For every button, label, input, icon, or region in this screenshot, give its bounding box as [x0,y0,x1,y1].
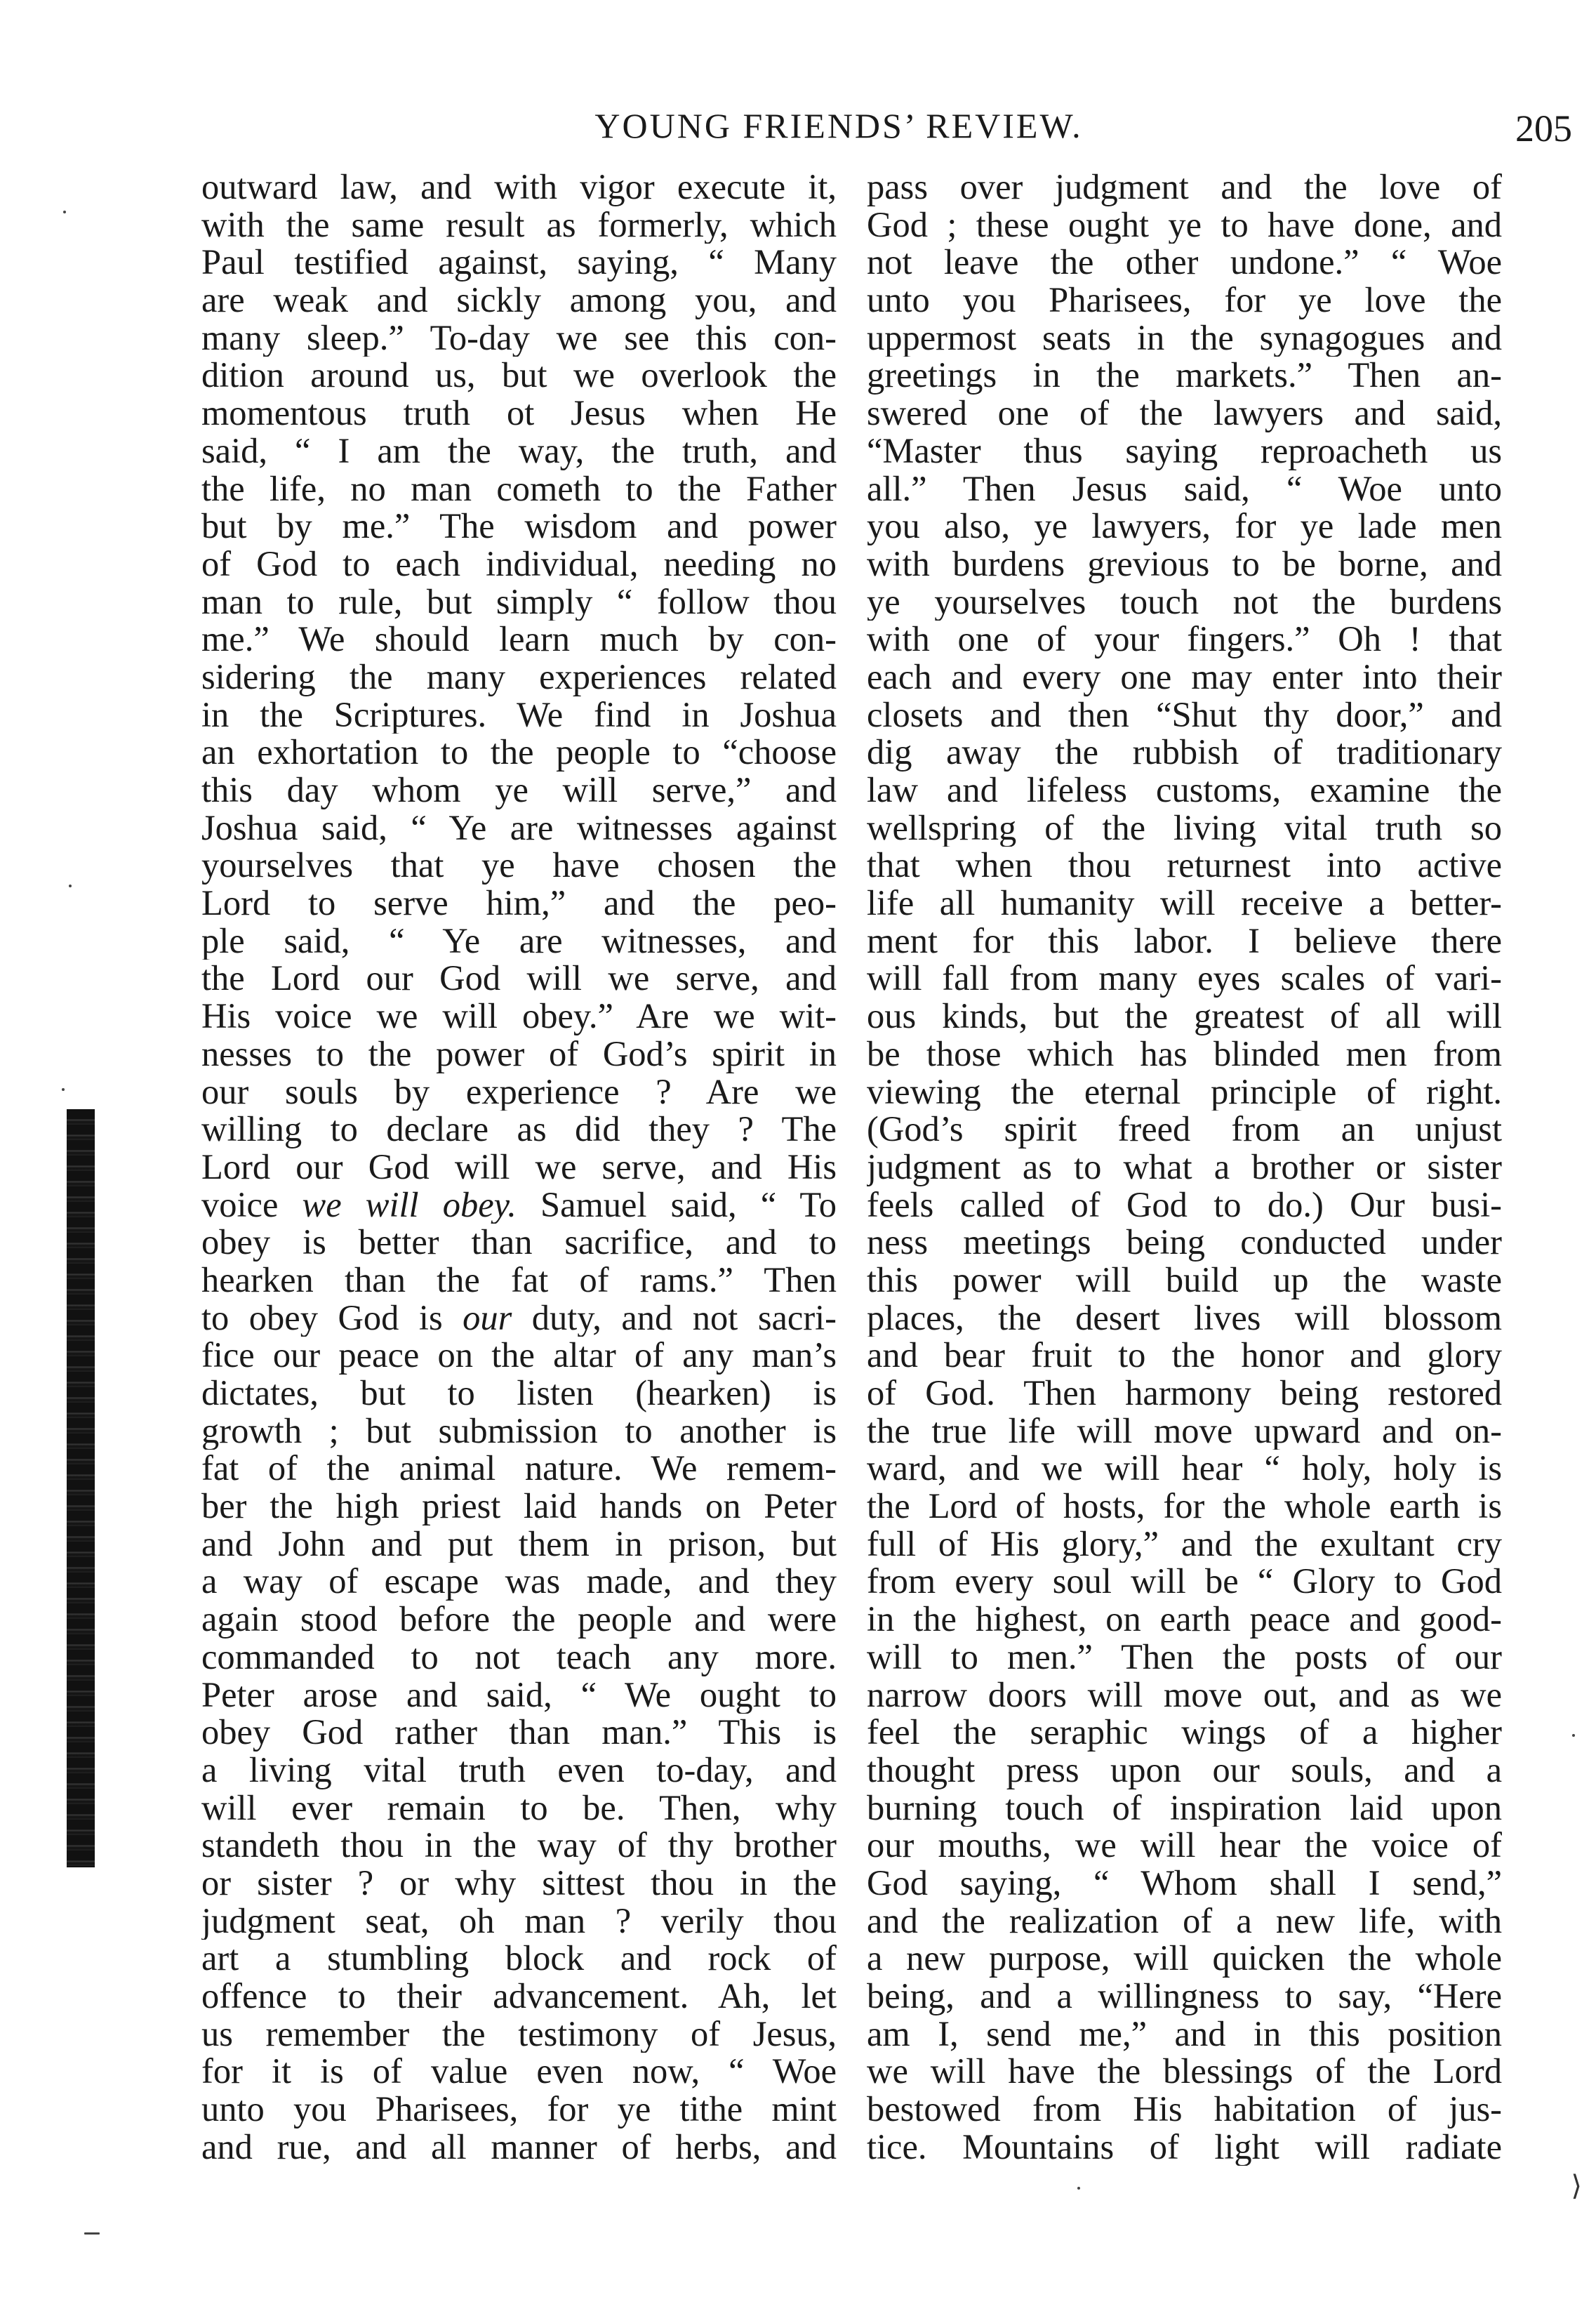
text-line: for it is of value even now, “ Woe [201,2053,837,2091]
text-line: a living vital truth even to-day, and [201,1751,837,1789]
text-line: unto you Pharisees, for ye love the [867,282,1502,319]
text-line: feels called of God to do.) Our busi- [867,1186,1502,1224]
text-line: our souls by experience ? Are we [201,1073,837,1111]
text-line: nesses to the power of God’s spirit in [201,1035,837,1073]
text-line: and the realization of a new life, with [867,1902,1502,1940]
text-line: narrow doors will move out, and as we [867,1676,1502,1714]
text-line: we will have the blessings of the Lord [867,2053,1502,2091]
text-line: ye yourselves touch not the burdens [867,583,1502,621]
text-line: thought press upon our souls, and a [867,1751,1502,1789]
text-line: fice our peace on the altar of any man’s [201,1337,837,1375]
text-line: Paul testified against, saying, “ Many [201,244,837,282]
text-line: law and lifeless customs, examine the [867,772,1502,809]
text-line: being, and a willingness to say, “Here [867,1978,1502,2015]
right-column [867,168,1502,2166]
text-line: bestowed from His habitation of jus- [867,2091,1502,2129]
text-line: a new purpose, will quicken the whole [867,1940,1502,1978]
text-line: Joshua said, “ Ye are witnesses against [201,809,837,847]
text-line: of God to each individual, needing no [201,545,837,583]
text-line: willing to declare as did they ? The [201,1111,837,1148]
text-line: places, the desert lives will blossom [867,1299,1502,1337]
text-line: will fall from many eyes scales of vari- [867,960,1502,998]
text-line: that when thou returnest into active [867,847,1502,885]
text-line: be those which has blinded men from [867,1035,1502,1073]
text-line: closets and then “Shut thy door,” and [867,696,1502,734]
text-line: from every soul will be “ Glory to God [867,1563,1502,1601]
text-line: and bear fruit to the honor and glory [867,1337,1502,1375]
text-line: ment for this labor. I believe there [867,922,1502,960]
text-line: life all humanity will receive a better- [867,885,1502,922]
text-line: voice we will obey. Samuel said, “ To [201,1186,837,1224]
text-line: in the highest, on earth peace and good- [867,1601,1502,1639]
scan-edge-mark: ⟩ [1571,2170,1582,2202]
scan-speck [63,211,66,213]
text-line: the true life will move upward and on- [867,1412,1502,1450]
text-line: “Master thus saying reproacheth us [867,432,1502,470]
text-line: greetings in the markets.” Then an- [867,357,1502,395]
text-line: many sleep.” To-day we see this con- [201,319,837,357]
italic-text: we will obey. [302,1186,517,1224]
text-line: the Lord of hosts, for the whole earth is [867,1488,1502,1525]
scan-speck [69,885,72,887]
text-line: wellspring of the living vital truth so [867,809,1502,847]
text-line: offence to their advancement. Ah, let [201,1978,837,2015]
text-line: but by me.” The wisdom and power [201,508,837,545]
text-line: standeth thou in the way of thy brother [201,1827,837,1865]
text-line: uppermost seats in the synagogues and [867,319,1502,357]
text-line: the life, no man cometh to the Father [201,470,837,508]
text-line: full of His glory,” and the exultant cry [867,1525,1502,1563]
text-line: will to men.” Then the posts of our [867,1638,1502,1676]
running-title: YOUNG FRIENDS’ REVIEW. [594,106,1083,145]
text-line: all.” Then Jesus said, “ Woe unto [867,470,1502,508]
text-line: tice. Mountains of light will radiate [867,2128,1502,2166]
text-line: Lord our God will we serve, and His [201,1148,837,1186]
text-line: to obey God is our duty, and not sacri- [201,1299,837,1337]
text-line: dictates, but to listen (hearken) is [201,1375,837,1412]
left-column [201,168,837,2166]
text-line: swered one of the lawyers and said, [867,395,1502,432]
scan-speck [84,2232,100,2235]
text-line: with burdens grevious to be borne, and [867,545,1502,583]
text-line: or sister ? or why sittest thou in the [201,1864,837,1902]
text-line: ous kinds, but the greatest of all will [867,998,1502,1035]
text-line: yourselves that ye have chosen the [201,847,837,885]
text-line: dition around us, but we overlook the [201,357,837,395]
text-line: burning touch of inspiration laid upon [867,1789,1502,1827]
text-line: art a stumbling block and rock of [201,1940,837,1978]
text-line: in the Scriptures. We find in Joshua [201,696,837,734]
text-line: obey God rather than man.” This is [201,1714,837,1752]
text-line: momentous truth ot Jesus when He [201,395,837,432]
text-line: God ; these ought ye to have done, and [867,206,1502,244]
text-line: Peter arose and said, “ We ought to [201,1676,837,1714]
text-line: judgment seat, oh man ? verily thou [201,1902,837,1940]
text-line: God saying, “ Whom shall I send,” [867,1864,1502,1902]
text-line: am I, send me,” and in this position [867,2015,1502,2053]
text-line: this power will build up the waste [867,1261,1502,1299]
text-line: ple said, “ Ye are witnesses, and [201,922,837,960]
text-line: ber the high priest laid hands on Peter [201,1488,837,1525]
text-line: each and every one may enter into their [867,658,1502,696]
text-line: us remember the testimony of Jesus, [201,2015,837,2053]
text-line: will ever remain to be. Then, why [201,1789,837,1827]
text-line: me.” We should learn much by con- [201,621,837,658]
text-line: feel the seraphic wings of a higher [867,1714,1502,1752]
text-line: the Lord our God will we serve, and [201,960,837,998]
text-line: pass over judgment and the love of [867,168,1502,206]
text-line: an exhortation to the people to “choose [201,734,837,772]
text-line: a way of escape was made, and they [201,1563,837,1601]
text-line: man to rule, but simply “ follow thou [201,583,837,621]
text-line: ness meetings being conducted under [867,1224,1502,1262]
text-line: with one of your fingers.” Oh ! that [867,621,1502,658]
text-line: growth ; but submission to another is [201,1412,837,1450]
text-line: Lord to serve him,” and the peo- [201,885,837,922]
text-line: and John and put them in prison, but [201,1525,837,1563]
scan-speck [62,1088,65,1091]
text-line: commanded to not teach any more. [201,1638,837,1676]
text-line: said, “ I am the way, the truth, and [201,432,837,470]
running-head [197,105,1572,154]
text-line: fat of the animal nature. We remem- [201,1450,837,1488]
text-line: judgment as to what a brother or sister [867,1148,1502,1186]
text-line: viewing the eternal principle of right. [867,1073,1502,1111]
scan-speck [1077,2187,1080,2190]
text-line: ward, and we will hear “ holy, holy is [867,1450,1502,1488]
text-line: of God. Then harmony being restored [867,1375,1502,1412]
text-line: this day whom ye will serve,” and [201,772,837,809]
text-line: outward law, and with vigor execute it, [201,168,837,206]
text-line: (God’s spirit freed from an unjust [867,1111,1502,1148]
text-line: sidering the many experiences related [201,658,837,696]
text-line: unto you Pharisees, for ye tithe mint [201,2091,837,2129]
text-line: again stood before the people and were [201,1601,837,1639]
text-line: our mouths, we will hear the voice of [867,1827,1502,1865]
text-line: you also, ye lawyers, for ye lade men [867,508,1502,545]
text-line: hearken than the fat of rams.” Then [201,1261,837,1299]
text-line: are weak and sickly among you, and [201,282,837,319]
scan-binding-strip [67,1109,95,1867]
text-line: with the same result as formerly, which [201,206,837,244]
text-line: not leave the other undone.” “ Woe [867,244,1502,282]
page-number: 205 [1515,107,1572,150]
text-line: and rue, and all manner of herbs, and [201,2128,837,2166]
text-line: obey is better than sacrifice, and to [201,1224,837,1262]
scan-speck [1572,1734,1575,1737]
text-line: His voice we will obey.” Are we wit- [201,998,837,1035]
italic-text: our [463,1299,512,1337]
text-line: dig away the rubbish of traditionary [867,734,1502,772]
